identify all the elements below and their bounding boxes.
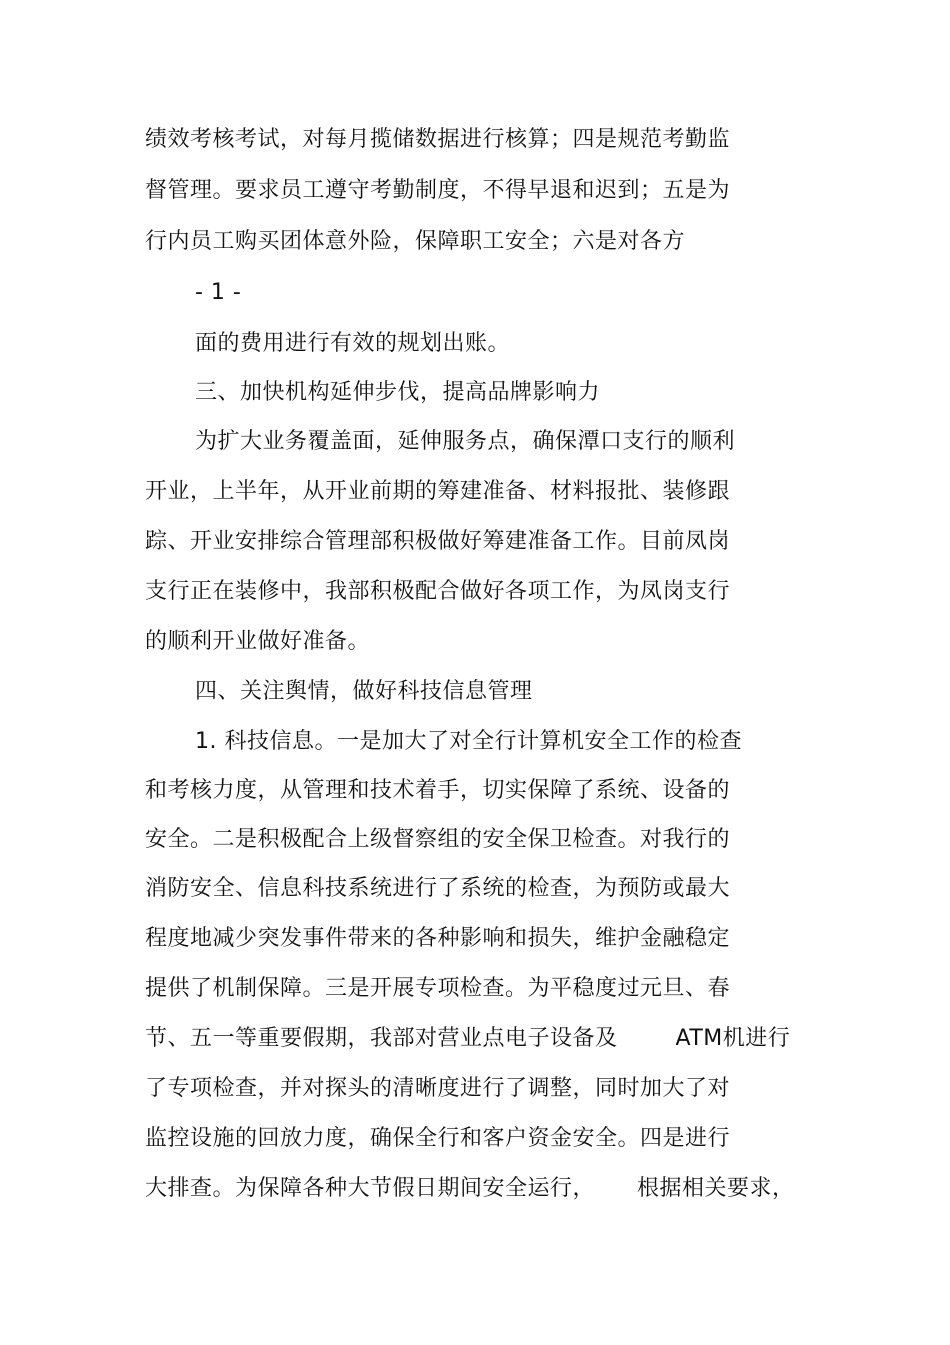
- text-line: 开业，上半年，从开业前期的筹建准备、材料报批、装修跟: [145, 479, 731, 504]
- text-line: 为扩大业务覆盖面，延伸服务点，确保潭口支行的顺利: [195, 429, 736, 454]
- text-line: 了专项检查，并对探头的清晰度进行了调整，同时加大了对: [145, 1076, 731, 1101]
- text-line: [145, 1174, 795, 1204]
- text-line: 支行正在装修中，我部积极配合做好各项工作，为凤岗支行: [145, 579, 731, 604]
- text-line: 和考核力度，从管理和技术着手，切实保障了系统、设备的: [145, 778, 731, 803]
- text-line: 督管理。要求员工遵守考勤制度，不得早退和迟到；五是为: [145, 178, 731, 203]
- text-segment: 大排查。为保障各种大节假日期间安全运行，: [145, 1176, 596, 1201]
- text-line: 绩效考核考试，对每月揽储数据进行核算；四是规范考勤监: [145, 127, 731, 152]
- text-line: 提供了机制保障。三是开展专项检查。为平稳度过元旦、春: [145, 976, 731, 1001]
- text-line: 1. 科技信息。一是加大了对全行计算机安全工作的检查: [195, 729, 742, 754]
- section-heading: 四、关注舆情，做好科技信息管理: [195, 679, 533, 704]
- text-segment: ATM机进行: [675, 1026, 791, 1051]
- text-line: 行内员工购买团体意外险，保障职工安全；六是对各方: [145, 229, 686, 254]
- page-number: - 1 -: [195, 280, 242, 305]
- text-line: 监控设施的回放力度，确保全行和客户资金安全。四是进行: [145, 1126, 731, 1151]
- text-segment: 节、五一等重要假期，我部对营业点电子设备及: [145, 1026, 618, 1051]
- text-line: 安全。二是积极配合上级督察组的安全保卫检查。对我行的: [145, 827, 731, 852]
- text-segment: 根据相关要求，: [637, 1176, 795, 1201]
- text-line: 踪、开业安排综合管理部积极做好筹建准备工作。目前凤岗: [145, 529, 731, 554]
- text-line: 的顺利开业做好准备。: [145, 629, 371, 654]
- text-line: 消防安全、信息科技系统进行了系统的检查，为预防或最大: [145, 876, 731, 901]
- text-line: 程度地减少突发事件带来的各种影响和损失，维护金融稳定: [145, 926, 731, 951]
- text-line: 面的费用进行有效的规划出账。: [195, 331, 511, 356]
- section-heading: 三、加快机构延伸步伐，提高品牌影响力: [195, 380, 601, 405]
- text-line: [145, 1024, 790, 1054]
